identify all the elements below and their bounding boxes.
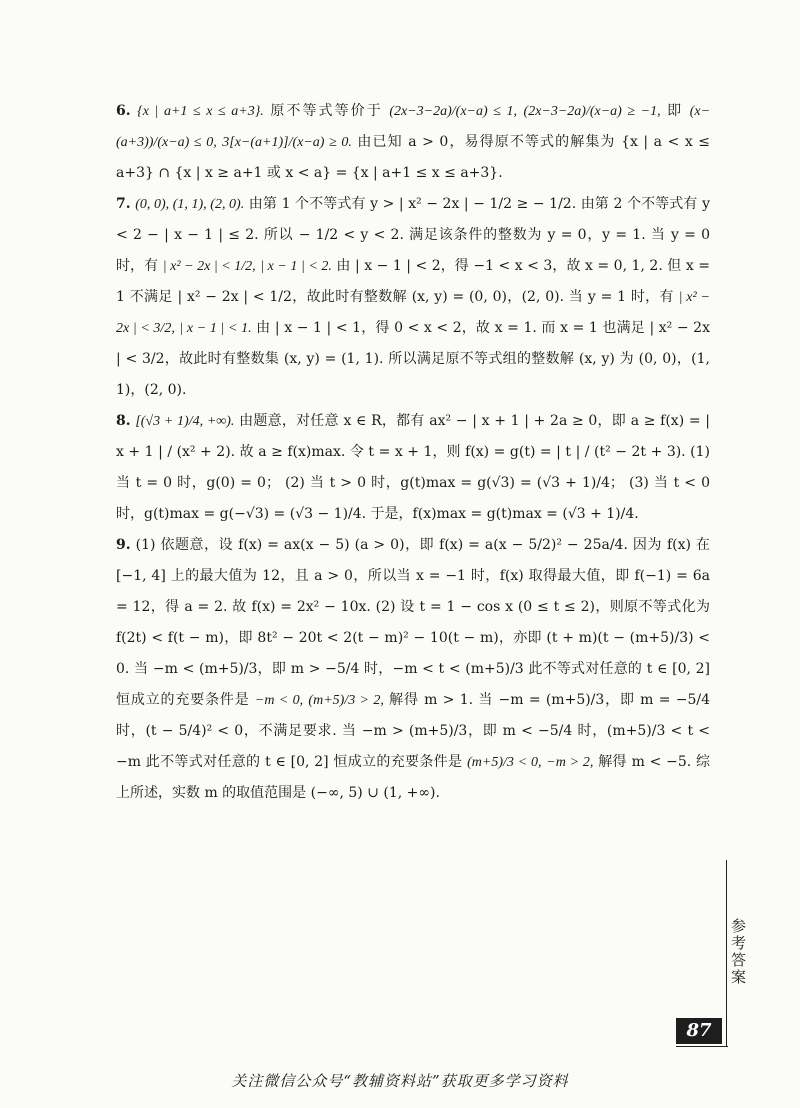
system-line: | x² − 2x | < 1/2,: [162, 259, 256, 274]
problem-text: 原不等式等价于: [270, 103, 383, 119]
section-side-label: 参考答案: [729, 918, 747, 986]
problem-text: 解得 m > 1. 当 −m = (m+5)/3，即 m = −5/4 时，(t − 5/4)² < 0，不满足要求. 当 −m > (m+5)/3，即 m < −5/4 时，(m+5)/3 < t < −m 此不等式对任意的 t ∈ [0, 2] 恒成立的充要条件是: [116, 692, 711, 770]
problem-text: 由已知 a > 0，易得原不等式的解集为 {x | a < x ≤ a+3} ∩ {x | x ≥ a+1 或 x < a} = {x | a+1 ≤ x ≤ a+3}.: [116, 134, 711, 181]
problem-text: 由 | x − 1 | < 2，得 −1 < x < 3，故 x = 0, 1, 2. 但 x = 1 不满足 | x² − 2x | < 1/2，故此时有整数解 (x, y) = (0, 0)，(2, 0). 当 y = 1 时，有: [116, 258, 710, 305]
system-line: | x² − 2x | < 3/2,: [116, 290, 710, 336]
problem-6: [88, 96, 710, 189]
problem-text: 由 | x − 1 | < 1，得 0 < x < 2，故 x = 1. 而 x = 1 也满足 | x² − 2x | < 3/2，故此时有整数集 (x, y) = (1, 1). 所以满足原不等式组的整数解 (x, y) 为 (0, 0)，(1, 1)，(2, 0).: [116, 320, 710, 398]
problem-8: [88, 406, 710, 530]
problem-answer: (0, 0), (1, 1), (2, 0).: [135, 197, 245, 212]
system-line: | x − 1 | < 2.: [260, 259, 332, 274]
problem-answer: {x | a+1 ≤ x ≤ a+3}.: [137, 104, 264, 119]
connector-text: 即: [667, 103, 684, 119]
problem-number: 6.: [116, 103, 131, 119]
system-line: (x−(a+3))/(x−a) ≤ 0,: [116, 104, 711, 150]
footer-watermark: 关注微信公众号“教辅资料站”获取更多学习资料: [231, 1072, 569, 1090]
problem-text: 由第 1 个不等式有 y > | x² − 2x | − 1/2 ≥ − 1/2. 由第 2 个不等式有 y < 2 − | x − 1 | ≤ 2. 所以 − 1/2 < y < 2. 满足该条件的整数为 y = 0，y = 1. 当 y = 0 时，有: [116, 196, 710, 274]
problem-number: 7.: [116, 196, 131, 212]
system-line: (2x−3−2a)/(x−a) ≤ 1,: [389, 104, 517, 119]
problem-text: (1) 依题意，设 f(x) = ax(x − 5) (a > 0)，即 f(x) = a(x − 5/2)² − 25a/4. 因为 f(x) 在 [−1, 4] 上的最大值为 12，且 a > 0，所以当 x = −1 时，f(x) 取得最大值，即 f(−1) = 6a = 12，得 a = 2. 故 f(x) = 2x² − 10x. (2) 设 t = 1 − cos x (0 ≤ t ≤ 2)，则原不等式化为 f(2t) < f(t − m)，即 8t² − 20t < 2(t − m)² − 10(t − m)，亦即 (t + m)(t − (m+5)/3) < 0. 当 −m < (m+5)/3，即 m > −5/4 时，−m < t < (m+5)/3 此不等式对任意的 t ∈ [0, 2] 恒成立的充要条件是: [116, 537, 710, 708]
problem-number: 9.: [116, 537, 131, 553]
page-number-rule: [676, 1046, 728, 1047]
problem-9: [88, 530, 710, 809]
system-line: | x − 1 | < 1.: [179, 321, 252, 336]
system-line: (m+5)/3 > 2,: [308, 693, 384, 708]
system-line: 3[x−(a+1)]/(x−a) ≥ 0.: [222, 135, 352, 150]
system-line: −m > 2,: [546, 755, 594, 770]
problem-text: 由题意，对任意 x ∈ R，都有 ax² − | x + 1 | + 2a ≥ 0，即 a ≥ f(x) = | x + 1 | / (x² + 2). 故 a ≥ f(x)max. 令 t = x + 1，则 f(x) = g(t) = | t | / (t² − 2t + 3). (1) 当 t = 0 时，g(0) = 0； (2) 当 t > 0 时，g(t)max = g(√3) = (√3 + 1)/4； (3) 当 t < 0 时，g(t)max = g(−√3) = (√3 − 1)/4. 于是，f(x)max = g(t)max = (√3 + 1)/4.: [116, 413, 710, 522]
system-line: (2x−3−2a)/(x−a) ≥ −1,: [523, 104, 661, 119]
problem-number: 8.: [116, 413, 131, 429]
system-line: (m+5)/3 < 0,: [467, 755, 542, 770]
problem-answer: [(√3 + 1)/4, +∞).: [135, 414, 235, 429]
problem-text: 解得 m < −5. 综上所述，实数 m 的取值范围是 (−∞, 5) ∪ (1, +∞).: [116, 754, 711, 801]
system-line: −m < 0,: [254, 693, 304, 708]
answer-content: [88, 96, 710, 809]
problem-7: [88, 189, 710, 406]
page-number: 87: [676, 1018, 722, 1044]
